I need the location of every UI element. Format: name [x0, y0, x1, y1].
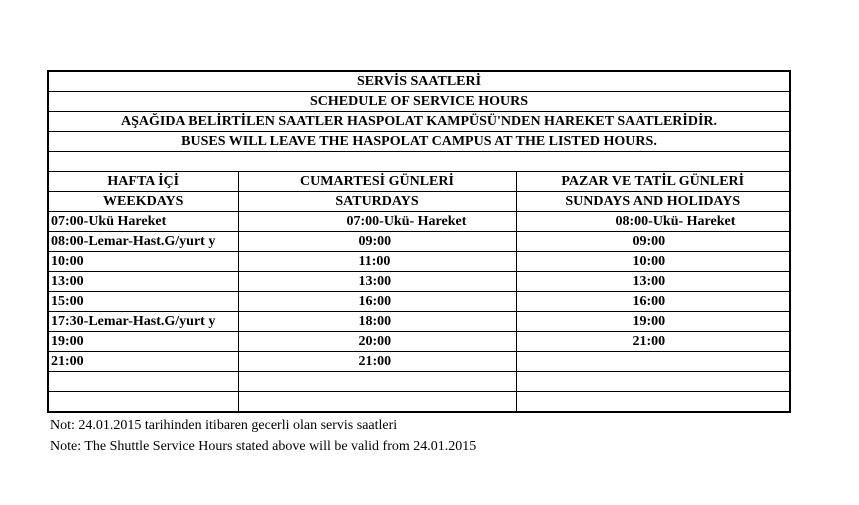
weekday-cell: 19:00: [48, 332, 238, 352]
sunday-cell: 21:00: [516, 332, 790, 352]
table-row: [48, 332, 790, 352]
column-header-saturdays-tr: CUMARTESİ GÜNLERİ: [238, 172, 516, 192]
column-header-row-en: [48, 192, 790, 212]
spacer-cell: [48, 152, 790, 172]
sunday-cell: [516, 372, 790, 392]
title-en: SCHEDULE OF SERVICE HOURS: [48, 92, 790, 112]
sunday-cell: 10:00: [516, 252, 790, 272]
saturday-cell: 18:00: [238, 312, 516, 332]
saturday-cell: 11:00: [238, 252, 516, 272]
saturday-cell: 21:00: [238, 352, 516, 372]
table-row: [48, 312, 790, 332]
column-header-weekdays-tr: HAFTA İÇİ: [48, 172, 238, 192]
saturday-cell: 13:00: [238, 272, 516, 292]
sunday-cell: 19:00: [516, 312, 790, 332]
table-row: [48, 252, 790, 272]
weekday-cell: 15:00: [48, 292, 238, 312]
table-row: [48, 232, 790, 252]
schedule-table: [47, 70, 791, 413]
weekday-cell: 07:00-Ukü Hareket: [48, 212, 238, 232]
title-row-en: [48, 92, 790, 112]
saturday-cell: 16:00: [238, 292, 516, 312]
saturday-cell: 20:00: [238, 332, 516, 352]
sunday-cell: 16:00: [516, 292, 790, 312]
subtitle-tr: AŞAĞIDA BELİRTİLEN SAATLER HASPOLAT KAMPÜSÜ'NDEN HAREKET SAATLERİDİR.: [48, 112, 790, 132]
column-header-row-tr: [48, 172, 790, 192]
title-row-tr: [48, 71, 790, 92]
column-header-sundays-tr: PAZAR VE TATİL GÜNLERİ: [516, 172, 790, 192]
table-row: [48, 292, 790, 312]
saturday-cell: [238, 372, 516, 392]
weekday-cell: 21:00: [48, 352, 238, 372]
subtitle-row-en: [48, 132, 790, 152]
sunday-cell: 09:00: [516, 232, 790, 252]
table-row: [48, 392, 790, 413]
column-header-weekdays-en: WEEKDAYS: [48, 192, 238, 212]
table-row: [48, 352, 790, 372]
saturday-cell: 09:00: [238, 232, 516, 252]
spacer-row: [48, 152, 790, 172]
notes-block: [50, 415, 476, 457]
table-row: [48, 272, 790, 292]
weekday-cell: [48, 392, 238, 413]
note-en: Note: The Shuttle Service Hours stated above will be valid from 24.01.2015: [50, 439, 477, 454]
table-row: [48, 372, 790, 392]
weekday-cell: [48, 372, 238, 392]
sunday-cell: [516, 392, 790, 413]
saturday-cell: [238, 392, 516, 413]
saturday-cell: 07:00-Ukü- Hareket: [238, 212, 516, 232]
table-row: [48, 212, 790, 232]
sunday-cell: [516, 352, 790, 372]
column-header-sundays-en: SUNDAYS AND HOLIDAYS: [516, 192, 790, 212]
weekday-cell: 13:00: [48, 272, 238, 292]
sunday-cell: 08:00-Ukü- Hareket: [516, 212, 790, 232]
subtitle-row-tr: [48, 112, 790, 132]
title-tr: SERVİS SAATLERİ: [48, 71, 790, 92]
weekday-cell: 08:00-Lemar-Hast.G/yurt y: [48, 232, 238, 252]
column-header-saturdays-en: SATURDAYS: [238, 192, 516, 212]
weekday-cell: 10:00: [48, 252, 238, 272]
note-tr: Not: 24.01.2015 tarihinden itibaren gecerli olan servis saatleri: [50, 418, 398, 433]
sunday-cell: 13:00: [516, 272, 790, 292]
weekday-cell: 17:30-Lemar-Hast.G/yurt y: [48, 312, 238, 332]
subtitle-en: BUSES WILL LEAVE THE HASPOLAT CAMPUS AT THE LISTED HOURS.: [48, 132, 790, 152]
